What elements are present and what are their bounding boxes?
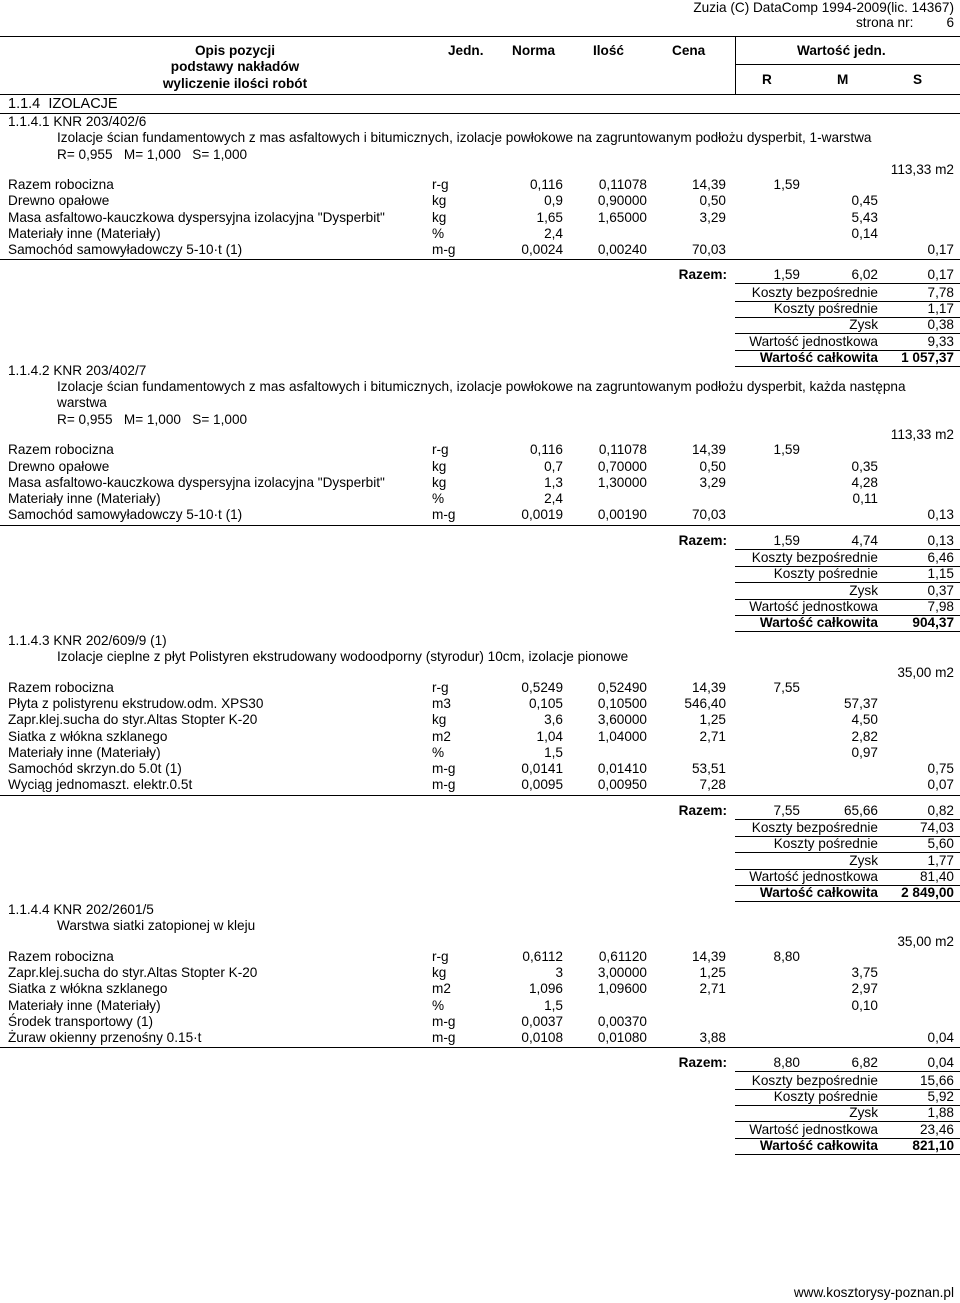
row-norm: 0,0024 xyxy=(521,242,563,258)
position-basis: KNR 202/609/9 (1) xyxy=(53,633,167,648)
row-name: Środek transportowy (1) xyxy=(8,1013,154,1029)
col-header-basis: podstawy nakładów xyxy=(170,59,300,74)
summary-value-kb: 15,66 xyxy=(919,1072,954,1088)
summary-rule xyxy=(735,852,960,853)
col-header-qty: Ilość xyxy=(593,43,624,58)
row-name: Materiały inne (Materiały) xyxy=(8,744,161,760)
row-norm: 0,5249 xyxy=(521,679,563,695)
razem-label: Razem: xyxy=(678,267,727,283)
total-m: 6,82 xyxy=(851,1055,878,1071)
row-norm: 1,3 xyxy=(544,474,563,490)
summary-label-kb: Koszty bezpośrednie xyxy=(751,1072,878,1088)
position-description: Izolacje ścian fundamentowych z mas asfaltowych i bitumicznych, izolacje powłokowe na zagruntowanym podłożu dysperbit, 1-warstwa xyxy=(57,130,872,146)
row-r: 1,59 xyxy=(773,176,800,192)
position-quantity: 113,33 m2 xyxy=(890,161,954,177)
row-name: Samochód samowyładowczy 5-10·t (1) xyxy=(8,507,243,523)
col-header-m: M xyxy=(837,72,849,87)
summary-value-kb: 6,46 xyxy=(927,550,954,565)
items-rule xyxy=(0,795,960,796)
row-qty: 0,00240 xyxy=(597,242,647,258)
page-number: 6 xyxy=(946,15,954,30)
total-r: 8,80 xyxy=(773,1055,800,1071)
row-norm: 0,7 xyxy=(544,458,563,474)
row-name: Siatka z włókna szklanego xyxy=(8,728,168,744)
row-name: Żuraw okienny przenośny 0.15·t xyxy=(8,1030,202,1046)
summary-label-wc: Wartość całkowita xyxy=(759,615,878,631)
col-header-desc: Opis pozycji xyxy=(194,43,276,58)
row-unit: m-g xyxy=(432,242,456,258)
row-norm: 2,4 xyxy=(544,491,563,507)
summary-rule xyxy=(735,317,960,318)
row-unit: kg xyxy=(432,209,447,225)
col-header-norm: Norma xyxy=(512,43,556,58)
row-norm: 0,0019 xyxy=(521,507,563,523)
position-header xyxy=(8,363,146,379)
value-header-divider xyxy=(735,36,736,94)
row-price: 14,39 xyxy=(691,948,726,964)
row-unit: m-g xyxy=(432,1013,456,1029)
row-qty: 1,09600 xyxy=(597,981,647,997)
row-unit: r-g xyxy=(432,442,449,458)
row-price: 70,03 xyxy=(691,242,726,258)
summary-value-wc: 2 849,00 xyxy=(901,885,954,901)
row-qty: 1,04000 xyxy=(597,728,647,744)
row-price: 0,50 xyxy=(699,193,726,209)
row-name: Razem robocizna xyxy=(8,679,114,695)
row-unit: % xyxy=(432,491,445,507)
summary-value-wc: 904,37 xyxy=(912,615,954,631)
row-unit: m2 xyxy=(432,981,451,997)
row-norm: 0,0108 xyxy=(521,1030,563,1046)
summary-label-wc: Wartość całkowita xyxy=(759,885,878,901)
items-rule xyxy=(0,259,960,260)
position-description: Izolacje ścian fundamentowych z mas asfaltowych i bitumicznych, izolacje powłokowe na zagruntowanym podłożu dysperbit, każda następna warstwa xyxy=(57,379,906,411)
position-basis: KNR 202/2601/5 xyxy=(53,902,154,917)
summary-value-kp: 5,60 xyxy=(927,836,954,852)
summary-label-kp: Koszty pośrednie xyxy=(773,1089,878,1104)
row-price: 14,39 xyxy=(691,176,726,192)
row-name: Siatka z włókna szklanego xyxy=(8,981,168,997)
row-qty: 0,61120 xyxy=(598,948,647,964)
row-name: Razem robocizna xyxy=(8,442,114,458)
position-number: 1.1.4.3 xyxy=(8,633,50,648)
razem-label: Razem: xyxy=(678,532,727,548)
items-rule xyxy=(0,1047,960,1048)
row-m: 3,75 xyxy=(851,964,878,980)
row-qty: 1,65000 xyxy=(597,209,647,225)
position-basis: KNR 203/402/7 xyxy=(53,363,147,378)
row-unit: % xyxy=(432,997,445,1013)
row-price: 70,03 xyxy=(691,507,726,523)
section-code: 1.1.4 xyxy=(8,96,41,112)
row-norm: 3,6 xyxy=(544,712,563,728)
row-price: 0,50 xyxy=(699,458,726,474)
section-title: IZOLACJE xyxy=(48,96,118,112)
summary-value-zysk: 1,77 xyxy=(927,852,954,868)
row-norm: 0,116 xyxy=(529,442,563,458)
row-qty: 0,01080 xyxy=(597,1030,647,1046)
summary-label-kp: Koszty pośrednie xyxy=(773,566,878,582)
summary-label-wj: Wartość jednostkowa xyxy=(749,598,878,614)
row-norm: 0,116 xyxy=(529,176,563,192)
row-unit: m3 xyxy=(432,695,451,711)
razem-label: Razem: xyxy=(678,1055,727,1071)
summary-label-kp: Koszty pośrednie xyxy=(773,301,878,316)
row-price: 53,51 xyxy=(691,761,726,777)
position-description: Izolacje cieplne z płyt Polistyren ekstrudowany wodoodporny (styrodur) 10cm, izolacje pionowe xyxy=(57,649,629,665)
summary-value-kb: 74,03 xyxy=(919,820,954,835)
row-name: Samochód samowyładowczy 5-10·t (1) xyxy=(8,242,243,258)
row-m: 0,45 xyxy=(851,193,878,209)
row-qty: 0,00950 xyxy=(597,777,647,793)
row-norm: 0,0037 xyxy=(521,1013,563,1029)
row-unit: r-g xyxy=(432,948,449,964)
total-s: 0,82 xyxy=(927,802,954,818)
header-top-rule xyxy=(0,36,960,37)
col-header-s: S xyxy=(913,72,923,87)
row-qty: 3,60000 xyxy=(597,712,647,728)
total-m: 4,74 xyxy=(851,532,878,548)
row-norm: 0,0095 xyxy=(521,777,563,793)
row-price: 7,28 xyxy=(699,777,726,793)
row-r: 8,80 xyxy=(773,948,800,964)
row-qty: 0,52490 xyxy=(597,679,647,695)
row-price: 2,71 xyxy=(699,981,726,997)
summary-value-wc: 1 057,37 xyxy=(901,349,954,365)
total-s: 0,17 xyxy=(927,267,954,283)
row-name: Zapr.klej.sucha do styr.Altas Stopter K-20 xyxy=(8,712,258,728)
row-qty: 0,00370 xyxy=(597,1013,647,1029)
summary-label-wj: Wartość jednostkowa xyxy=(749,868,878,884)
row-norm: 0,105 xyxy=(528,695,563,711)
row-qty: 1,30000 xyxy=(597,474,647,490)
row-unit: r-g xyxy=(432,679,449,695)
row-price: 3,88 xyxy=(699,1030,726,1046)
position-header xyxy=(8,902,154,918)
summary-value-kp: 5,92 xyxy=(927,1089,954,1104)
row-name: Zapr.klej.sucha do styr.Altas Stopter K-20 xyxy=(8,964,258,980)
summary-label-kb: Koszty bezpośrednie xyxy=(751,820,878,835)
value-header-rule xyxy=(735,64,960,65)
position-header xyxy=(8,114,146,130)
total-s: 0,04 xyxy=(927,1055,954,1071)
summary-value-wj: 9,33 xyxy=(927,333,954,349)
row-qty: 0,01410 xyxy=(597,761,647,777)
copyright-text: Zuzia (C) DataComp 1994-2009(lic. 14367) xyxy=(693,0,954,15)
position-number: 1.1.4.4 xyxy=(8,902,50,917)
row-unit: % xyxy=(432,225,445,241)
page-number-label: strona nr: xyxy=(856,15,914,30)
row-norm: 0,9 xyxy=(544,193,563,209)
footer-url: www.kosztorysy-poznan.pl xyxy=(793,1285,954,1300)
row-name: Płyta z polistyrenu ekstrudow.odm. XPS30 xyxy=(8,695,264,711)
row-name: Samochód skrzyn.do 5.0t (1) xyxy=(8,761,182,777)
row-unit: kg xyxy=(432,474,447,490)
row-s: 0,07 xyxy=(927,777,954,793)
row-m: 5,43 xyxy=(851,209,878,225)
row-name: Masa asfaltowo-kauczkowa dyspersyjna izolacyjna "Dysperbit" xyxy=(8,474,385,490)
row-name: Masa asfaltowo-kauczkowa dyspersyjna izolacyjna "Dysperbit" xyxy=(8,209,385,225)
row-norm: 3 xyxy=(555,964,563,980)
row-norm: 1,096 xyxy=(528,981,563,997)
row-m: 0,11 xyxy=(852,491,878,507)
row-price: 1,25 xyxy=(699,964,726,980)
total-r: 1,59 xyxy=(773,267,800,283)
row-unit: kg xyxy=(432,193,447,209)
summary-rule xyxy=(735,582,960,583)
col-header-calc: wyliczenie ilości robót xyxy=(162,76,308,91)
row-m: 2,97 xyxy=(851,981,878,997)
row-name: Materiały inne (Materiały) xyxy=(8,491,161,507)
total-m: 6,02 xyxy=(851,267,878,283)
position-quantity: 113,33 m2 xyxy=(890,427,954,443)
row-unit: kg xyxy=(432,712,447,728)
row-qty: 0,90000 xyxy=(597,193,647,209)
position-header xyxy=(8,633,167,649)
position-quantity: 35,00 m2 xyxy=(897,933,954,949)
row-unit: m-g xyxy=(432,507,456,523)
row-m: 57,37 xyxy=(843,695,878,711)
total-s: 0,13 xyxy=(927,532,954,548)
row-m: 0,35 xyxy=(851,458,878,474)
summary-label-zysk: Zysk xyxy=(849,1105,878,1121)
position-number: 1.1.4.2 xyxy=(8,363,50,378)
row-name: Materiały inne (Materiały) xyxy=(8,225,161,241)
row-unit: m2 xyxy=(432,728,451,744)
row-r: 1,59 xyxy=(773,442,800,458)
summary-value-wj: 81,40 xyxy=(919,868,954,884)
summary-label-wj: Wartość jednostkowa xyxy=(749,333,878,349)
row-s: 0,13 xyxy=(927,507,954,523)
summary-label-zysk: Zysk xyxy=(849,582,878,598)
row-s: 0,17 xyxy=(927,242,954,258)
summary-label-wc: Wartość całkowita xyxy=(759,1137,878,1153)
row-norm: 1,65 xyxy=(536,209,563,225)
total-r: 7,55 xyxy=(773,802,800,818)
row-norm: 2,4 xyxy=(544,225,563,241)
summary-label-kb: Koszty bezpośrednie xyxy=(751,550,878,565)
row-price: 3,29 xyxy=(699,474,726,490)
summary-label-kb: Koszty bezpośrednie xyxy=(751,284,878,300)
row-price: 2,71 xyxy=(699,728,726,744)
row-unit: m-g xyxy=(432,761,456,777)
summary-rule xyxy=(735,366,960,367)
summary-value-zysk: 1,88 xyxy=(927,1105,954,1121)
row-name: Drewno opałowe xyxy=(8,458,110,474)
items-rule xyxy=(0,525,960,526)
summary-value-kb: 7,78 xyxy=(927,284,954,300)
row-norm: 0,0141 xyxy=(521,761,563,777)
row-unit: kg xyxy=(432,964,447,980)
summary-value-wj: 7,98 xyxy=(927,598,954,614)
summary-rule xyxy=(735,1105,960,1106)
summary-rule xyxy=(735,1154,960,1155)
position-basis: KNR 203/402/6 xyxy=(53,114,147,129)
row-unit: m-g xyxy=(432,1030,456,1046)
razem-label: Razem: xyxy=(678,802,727,818)
summary-value-wc: 821,10 xyxy=(912,1137,954,1153)
summary-rule xyxy=(735,631,960,632)
row-qty: 0,70000 xyxy=(597,458,647,474)
row-s: 0,04 xyxy=(927,1030,954,1046)
row-m: 2,82 xyxy=(851,728,878,744)
row-name: Wyciąg jednomaszt. elektr.0.5t xyxy=(8,777,193,793)
summary-label-wc: Wartość całkowita xyxy=(759,349,878,365)
row-name: Razem robocizna xyxy=(8,948,114,964)
col-header-r: R xyxy=(762,72,772,87)
row-unit: kg xyxy=(432,458,447,474)
row-qty: 0,11078 xyxy=(598,442,647,458)
summary-value-kp: 1,17 xyxy=(927,301,954,316)
row-price: 3,29 xyxy=(699,209,726,225)
row-norm: 1,5 xyxy=(544,744,563,760)
row-r: 7,55 xyxy=(773,679,800,695)
row-unit: r-g xyxy=(432,176,449,192)
row-qty: 3,00000 xyxy=(597,964,647,980)
row-qty: 0,10500 xyxy=(597,695,647,711)
row-m: 4,50 xyxy=(851,712,878,728)
row-price: 546,40 xyxy=(684,695,726,711)
col-header-price: Cena xyxy=(672,43,706,58)
position-number: 1.1.4.1 xyxy=(8,114,50,129)
row-norm: 1,04 xyxy=(536,728,563,744)
total-m: 65,66 xyxy=(843,802,878,818)
summary-label-kp: Koszty pośrednie xyxy=(773,836,878,852)
summary-label-wj: Wartość jednostkowa xyxy=(749,1121,878,1137)
header-bottom-rule xyxy=(0,94,960,95)
summary-value-kp: 1,15 xyxy=(927,566,954,582)
row-qty: 0,00190 xyxy=(597,507,647,523)
summary-label-zysk: Zysk xyxy=(849,317,878,333)
col-header-unit: Jedn. xyxy=(448,43,484,58)
row-price: 14,39 xyxy=(691,442,726,458)
row-norm: 1,5 xyxy=(544,997,563,1013)
row-price: 1,25 xyxy=(699,712,726,728)
row-s: 0,75 xyxy=(927,761,954,777)
position-quantity: 35,00 m2 xyxy=(897,664,954,680)
row-unit: % xyxy=(432,744,445,760)
row-name: Drewno opałowe xyxy=(8,193,110,209)
summary-value-zysk: 0,37 xyxy=(927,582,954,598)
row-m: 0,97 xyxy=(851,744,878,760)
position-rms: R= 0,955 M= 1,000 S= 1,000 xyxy=(57,146,248,162)
row-m: 0,10 xyxy=(851,997,878,1013)
row-name: Razem robocizna xyxy=(8,176,114,192)
row-price: 14,39 xyxy=(691,679,726,695)
summary-value-zysk: 0,38 xyxy=(927,317,954,333)
summary-label-zysk: Zysk xyxy=(849,852,878,868)
row-name: Materiały inne (Materiały) xyxy=(8,997,161,1013)
row-m: 0,14 xyxy=(851,225,878,241)
summary-rule xyxy=(735,901,960,902)
position-description: Warstwa siatki zatopionej w kleju xyxy=(57,918,256,934)
row-norm: 0,6112 xyxy=(522,948,563,964)
row-unit: m-g xyxy=(432,777,456,793)
position-rms: R= 0,955 M= 1,000 S= 1,000 xyxy=(57,411,248,427)
section-heading xyxy=(8,96,118,112)
col-header-value: Wartość jedn. xyxy=(797,43,886,58)
row-m: 4,28 xyxy=(851,474,878,490)
row-qty: 0,11078 xyxy=(598,176,647,192)
summary-value-wj: 23,46 xyxy=(919,1121,954,1137)
total-r: 1,59 xyxy=(773,532,800,548)
